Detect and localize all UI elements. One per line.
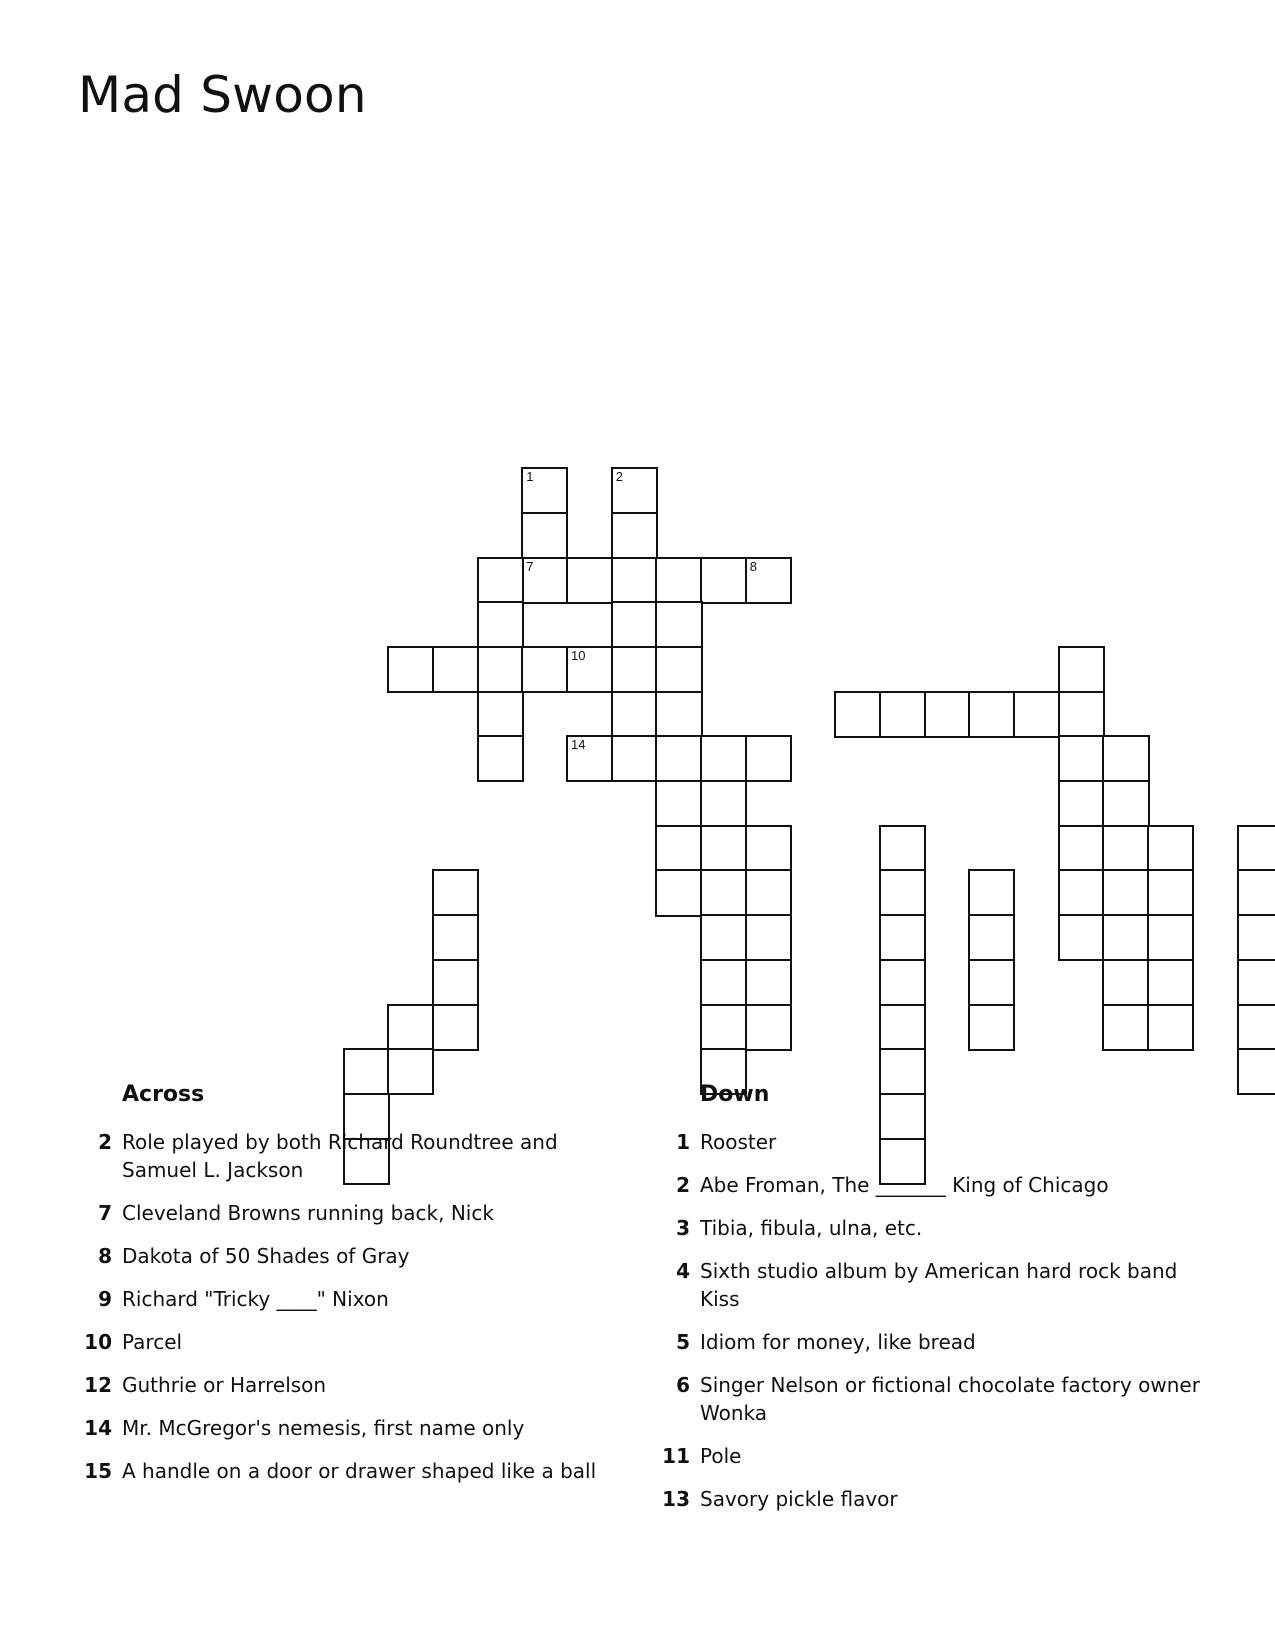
- grid-cell[interactable]: [924, 691, 971, 738]
- grid-cell[interactable]: [655, 780, 702, 827]
- grid-cell[interactable]: [521, 557, 568, 604]
- clue-text: Abe Froman, The _______ King of Chicago: [700, 1173, 1109, 1197]
- down-clue: [656, 1485, 1216, 1513]
- grid-cell[interactable]: [432, 646, 479, 693]
- grid-cell[interactable]: [1058, 914, 1105, 961]
- grid-cell[interactable]: [521, 646, 568, 693]
- grid-cell[interactable]: [879, 691, 926, 738]
- grid-cell[interactable]: [387, 646, 434, 693]
- grid-cell[interactable]: [1102, 959, 1149, 1006]
- grid-cell[interactable]: [477, 557, 524, 604]
- grid-cell[interactable]: [879, 1004, 926, 1051]
- clue-num: 2: [676, 1173, 690, 1197]
- grid-cell[interactable]: [566, 646, 613, 693]
- grid-cell[interactable]: [1237, 959, 1275, 1006]
- grid-cell[interactable]: [700, 825, 747, 872]
- clue-num: 8: [98, 1244, 112, 1268]
- clue-text: Tibia, fibula, ulna, etc.: [700, 1216, 923, 1240]
- clue-text: Rooster: [700, 1130, 777, 1154]
- down-clue: [656, 1442, 1216, 1470]
- down-heading: Down: [700, 1082, 770, 1107]
- grid-cell[interactable]: [1147, 959, 1194, 1006]
- grid-cell[interactable]: [611, 467, 658, 514]
- grid-cell[interactable]: [700, 914, 747, 961]
- grid-cell[interactable]: [745, 1004, 792, 1051]
- clue-num: 12: [84, 1373, 112, 1397]
- grid-cell[interactable]: [611, 557, 658, 604]
- grid-cell[interactable]: [745, 869, 792, 916]
- grid-cell[interactable]: [1102, 825, 1149, 872]
- grid-cell[interactable]: [1058, 646, 1105, 693]
- grid-cell[interactable]: [566, 557, 613, 604]
- grid-cell[interactable]: [879, 869, 926, 916]
- clue-num: 14: [84, 1416, 112, 1440]
- down-clue: [656, 1371, 1216, 1427]
- grid-cell[interactable]: [745, 959, 792, 1006]
- grid-cell[interactable]: [432, 869, 479, 916]
- clue-number: 14: [571, 737, 586, 753]
- grid-cell[interactable]: [655, 601, 702, 648]
- grid-cell[interactable]: [745, 825, 792, 872]
- grid-cell[interactable]: [968, 1004, 1015, 1051]
- clue-num: 2: [98, 1130, 112, 1154]
- grid-cell[interactable]: [1237, 869, 1275, 916]
- clue-text: A handle on a door or drawer shaped like a ball: [122, 1459, 597, 1483]
- grid-cell[interactable]: [1147, 825, 1194, 872]
- clue-num: 1: [676, 1130, 690, 1154]
- grid-cell[interactable]: [432, 1004, 479, 1051]
- clue-number: 2: [615, 469, 623, 485]
- clue-num: 7: [98, 1201, 112, 1225]
- clue-text: Sixth studio album by American hard rock band Kiss: [700, 1259, 1178, 1311]
- clue-number: 7: [526, 558, 534, 574]
- grid-cell[interactable]: [700, 959, 747, 1006]
- clue-text: Role played by both Richard Roundtree and Samuel L. Jackson: [122, 1130, 558, 1182]
- grid-cell[interactable]: [700, 735, 747, 782]
- grid-cell[interactable]: [521, 467, 568, 514]
- grid-cell[interactable]: [700, 869, 747, 916]
- grid-cell[interactable]: [834, 691, 881, 738]
- grid-cell[interactable]: [1102, 914, 1149, 961]
- grid-cell[interactable]: [1147, 1004, 1194, 1051]
- grid-cell[interactable]: [879, 959, 926, 1006]
- down-clue: [656, 1171, 1216, 1199]
- grid-cell[interactable]: [1147, 869, 1194, 916]
- grid-cell[interactable]: [968, 869, 1015, 916]
- clue-number: 10: [571, 647, 586, 663]
- grid-cell[interactable]: [879, 825, 926, 872]
- across-clue: [78, 1457, 618, 1485]
- across-clue: [78, 1328, 618, 1356]
- grid-cell[interactable]: [655, 869, 702, 916]
- grid-cell[interactable]: [968, 914, 1015, 961]
- down-clue: [656, 1128, 1216, 1156]
- across-clues: [78, 1080, 618, 1500]
- grid-cell[interactable]: [745, 557, 792, 604]
- clue-text: Pole: [700, 1444, 742, 1468]
- clue-num: 15: [84, 1459, 112, 1483]
- grid-cell[interactable]: [611, 691, 658, 738]
- grid-cell[interactable]: [1013, 691, 1060, 738]
- clue-num: 13: [662, 1487, 690, 1511]
- clue-number: 8: [749, 558, 758, 574]
- clue-num: 6: [676, 1373, 690, 1397]
- clue-number: 1: [526, 469, 534, 485]
- clue-num: 5: [676, 1330, 690, 1354]
- clue-num: 3: [676, 1216, 690, 1240]
- across-clue: [78, 1371, 618, 1399]
- grid-cell[interactable]: [655, 646, 702, 693]
- across-heading: Across: [122, 1082, 205, 1107]
- grid-cell[interactable]: [1237, 914, 1275, 961]
- down-clue: [656, 1257, 1216, 1313]
- across-clue: [78, 1199, 618, 1227]
- clue-text: Parcel: [122, 1330, 183, 1354]
- clue-text: Mr. McGregor's nemesis, first name only: [122, 1416, 525, 1440]
- grid-cell[interactable]: [1237, 1048, 1275, 1095]
- across-clue: [78, 1414, 618, 1442]
- grid-cell[interactable]: [432, 959, 479, 1006]
- grid-cell[interactable]: [1147, 914, 1194, 961]
- grid-cell[interactable]: [477, 601, 524, 648]
- grid-cell[interactable]: [1058, 691, 1105, 738]
- grid-cell[interactable]: [477, 691, 524, 738]
- grid-cell[interactable]: [432, 914, 479, 961]
- grid-cell[interactable]: [1058, 869, 1105, 916]
- down-clue: [656, 1328, 1216, 1356]
- grid-cell[interactable]: [655, 825, 702, 872]
- grid-cell[interactable]: [1102, 869, 1149, 916]
- down-clue: [656, 1214, 1216, 1242]
- across-clue: [78, 1242, 618, 1270]
- across-clue: [78, 1285, 618, 1313]
- clue-num: 4: [676, 1259, 690, 1283]
- clue-num: 10: [84, 1330, 112, 1354]
- grid-cell[interactable]: [1237, 825, 1275, 872]
- grid-cell[interactable]: [745, 735, 792, 782]
- grid-cell[interactable]: [700, 1004, 747, 1051]
- grid-cell[interactable]: [521, 512, 568, 559]
- grid-cell[interactable]: [745, 914, 792, 961]
- clue-text: Singer Nelson or fictional chocolate factory owner Wonka: [700, 1373, 1200, 1425]
- grid-cell[interactable]: [1102, 780, 1149, 827]
- grid-cell[interactable]: [700, 557, 747, 604]
- grid-cell[interactable]: [1058, 780, 1105, 827]
- grid-cell[interactable]: [879, 914, 926, 961]
- grid-cell[interactable]: [477, 735, 524, 782]
- clue-text: Guthrie or Harrelson: [122, 1373, 327, 1397]
- clue-text: Savory pickle flavor: [700, 1487, 898, 1511]
- grid-cell[interactable]: [1102, 735, 1149, 782]
- grid-cell[interactable]: [611, 735, 658, 782]
- grid-cell[interactable]: [1058, 825, 1105, 872]
- grid-cell[interactable]: [655, 735, 702, 782]
- grid-cell[interactable]: [655, 557, 702, 604]
- grid-cell[interactable]: [611, 512, 658, 559]
- page-title: Mad Swoon: [78, 66, 367, 124]
- grid-cell[interactable]: [611, 601, 658, 648]
- grid-cell[interactable]: [1058, 735, 1105, 782]
- clue-num: 11: [662, 1444, 690, 1468]
- clue-num: 9: [98, 1287, 112, 1311]
- grid-cell[interactable]: [700, 780, 747, 827]
- grid-cell[interactable]: [1237, 1004, 1275, 1051]
- grid-cell[interactable]: [968, 691, 1015, 738]
- grid-cell[interactable]: [477, 646, 524, 693]
- grid-cell[interactable]: [655, 691, 702, 738]
- grid-cell[interactable]: [566, 735, 613, 782]
- grid-cell[interactable]: [1102, 1004, 1149, 1051]
- down-clues: [656, 1080, 1216, 1528]
- clue-text: Cleveland Browns running back, Nick: [122, 1201, 494, 1225]
- grid-cell[interactable]: [968, 959, 1015, 1006]
- across-clue: [78, 1128, 618, 1184]
- grid-cell[interactable]: [387, 1004, 434, 1051]
- grid-cell[interactable]: [611, 646, 658, 693]
- clue-text: Richard "Tricky ____" Nixon: [122, 1287, 389, 1311]
- clue-text: Idiom for money, like bread: [700, 1330, 976, 1354]
- clue-text: Dakota of 50 Shades of Gray: [122, 1244, 410, 1268]
